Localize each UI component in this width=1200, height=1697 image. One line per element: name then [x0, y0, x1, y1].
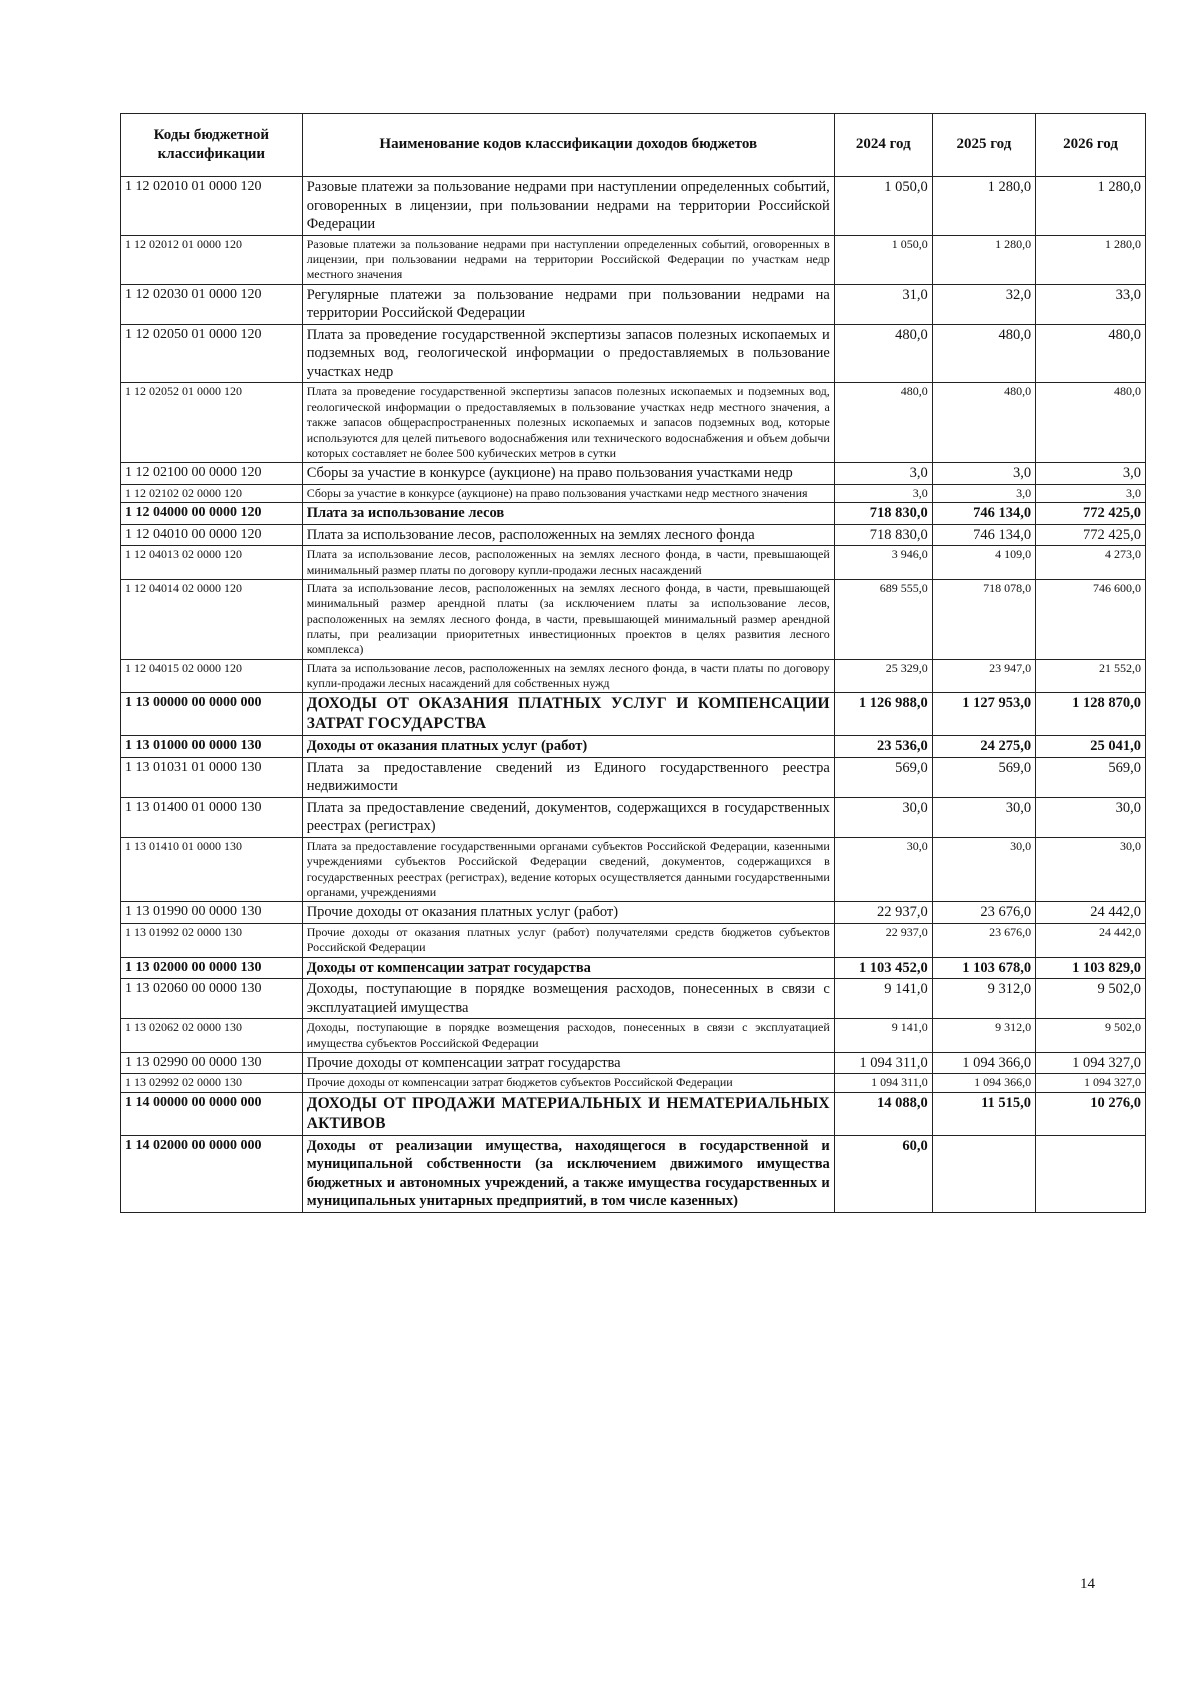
name-cell: Разовые платежи за пользование недрами при наступлении определенных событий, оговоренных в лицензии, при пользовании недрами на территории Российской Федерации [302, 177, 834, 236]
name-cell: ДОХОДЫ ОТ ПРОДАЖИ МАТЕРИАЛЬНЫХ И НЕМАТЕРИАЛЬНЫХ АКТИВОВ [302, 1092, 834, 1135]
value-2024-cell: 23 536,0 [834, 736, 932, 758]
code-cell: 1 13 01031 01 0000 130 [121, 757, 303, 797]
value-2024-cell: 14 088,0 [834, 1092, 932, 1135]
value-2025-cell: 3,0 [932, 463, 1035, 485]
value-2026-cell: 33,0 [1036, 284, 1146, 324]
header-2025: 2025 год [932, 114, 1035, 177]
table-row [121, 1135, 1146, 1212]
name-cell: Плата за использование лесов, расположенных на землях лесного фонда, в части, превышающей минимальный размер арендной платы (за исключением платы за использование лесов, расположенных на землях лесного фонда, в части, превышающей минимальный размер арендной платы, при реализации приоритетных инвестиционных проектов в целях развития лесного комплекса) [302, 579, 834, 659]
value-2026-cell: 569,0 [1036, 757, 1146, 797]
code-cell: 1 12 04013 02 0000 120 [121, 546, 303, 580]
value-2024-cell: 689 555,0 [834, 579, 932, 659]
value-2025-cell: 569,0 [932, 757, 1035, 797]
table-header-row [121, 114, 1146, 177]
name-cell: Плата за проведение государственной экспертизы запасов полезных ископаемых и подземных вод, геологической информации о предоставляемых в пользование участках недр местного значения, а также запасов общераспространенных полезных ископаемых и запасов подземных вод, которые используются для целей питьевого водоснабжения или технического водоснабжения и объем добычи которых составляет не более 500 кубических метров в сутки [302, 383, 834, 463]
table-row [121, 177, 1146, 236]
value-2026-cell: 10 276,0 [1036, 1092, 1146, 1135]
table-row [121, 693, 1146, 736]
table-row [121, 383, 1146, 463]
name-cell: Плата за использование лесов, расположенных на землях лесного фонда, в части, превышающей минимальный размер платы по договору купли-продажи лесных насаждений [302, 546, 834, 580]
value-2025-cell: 9 312,0 [932, 979, 1035, 1019]
name-cell: Плата за использование лесов, расположенных на землях лесного фонда [302, 524, 834, 546]
code-cell: 1 13 02062 02 0000 130 [121, 1019, 303, 1053]
value-2024-cell: 9 141,0 [834, 979, 932, 1019]
name-cell: Прочие доходы от оказания платных услуг (работ) [302, 902, 834, 924]
value-2024-cell: 25 329,0 [834, 659, 932, 693]
value-2024-cell: 30,0 [834, 837, 932, 901]
name-cell: Прочие доходы от оказания платных услуг (работ) получателями средств бюджетов субъектов Российской Федерации [302, 923, 834, 957]
value-2024-cell: 480,0 [834, 324, 932, 383]
value-2026-cell [1036, 1135, 1146, 1212]
name-cell: Плата за использование лесов, расположенных на землях лесного фонда, в части платы по договору купли-продажи лесных насаждений для собственных нужд [302, 659, 834, 693]
name-cell: Плата за использование лесов [302, 503, 834, 525]
value-2024-cell: 31,0 [834, 284, 932, 324]
value-2024-cell: 3 946,0 [834, 546, 932, 580]
code-cell: 1 13 02990 00 0000 130 [121, 1052, 303, 1074]
value-2024-cell: 3,0 [834, 484, 932, 502]
value-2026-cell: 480,0 [1036, 383, 1146, 463]
code-cell: 1 13 02060 00 0000 130 [121, 979, 303, 1019]
table-row [121, 659, 1146, 693]
name-cell: Доходы от компенсации затрат государства [302, 957, 834, 979]
value-2025-cell: 1 280,0 [932, 177, 1035, 236]
code-cell: 1 13 01400 01 0000 130 [121, 797, 303, 837]
code-cell: 1 13 01000 00 0000 130 [121, 736, 303, 758]
table-row [121, 284, 1146, 324]
value-2024-cell: 1 126 988,0 [834, 693, 932, 736]
table-row [121, 546, 1146, 580]
value-2024-cell: 30,0 [834, 797, 932, 837]
value-2026-cell: 24 442,0 [1036, 923, 1146, 957]
value-2026-cell: 1 128 870,0 [1036, 693, 1146, 736]
table-row [121, 324, 1146, 383]
table-row [121, 235, 1146, 284]
value-2025-cell: 1 094 366,0 [932, 1074, 1035, 1092]
code-cell: 1 13 02992 02 0000 130 [121, 1074, 303, 1092]
value-2026-cell: 30,0 [1036, 797, 1146, 837]
page-number: 14 [1080, 1576, 1095, 1592]
value-2025-cell: 1 103 678,0 [932, 957, 1035, 979]
table-row [121, 463, 1146, 485]
value-2024-cell: 22 937,0 [834, 923, 932, 957]
name-cell: Прочие доходы от компенсации затрат государства [302, 1052, 834, 1074]
value-2026-cell: 4 273,0 [1036, 546, 1146, 580]
value-2026-cell: 480,0 [1036, 324, 1146, 383]
value-2026-cell: 1 280,0 [1036, 235, 1146, 284]
value-2025-cell: 11 515,0 [932, 1092, 1035, 1135]
name-cell: Разовые платежи за пользование недрами при наступлении определенных событий, оговоренных в лицензии, при пользовании недрами на территории Российской Федерации по участкам недр местного значения [302, 235, 834, 284]
code-cell: 1 12 02100 00 0000 120 [121, 463, 303, 485]
name-cell: Сборы за участие в конкурсе (аукционе) на право пользования участками недр местного значения [302, 484, 834, 502]
value-2026-cell: 3,0 [1036, 463, 1146, 485]
value-2024-cell: 1 050,0 [834, 177, 932, 236]
name-cell: Доходы от реализации имущества, находящегося в государственной и муниципальной собственности (за исключением движимого имущества бюджетных и автономных учреждений, а также имущества государственных и муниципальных унитарных предприятий, в том числе казенных) [302, 1135, 834, 1212]
value-2024-cell: 1 050,0 [834, 235, 932, 284]
table-row [121, 1074, 1146, 1092]
table-row [121, 579, 1146, 659]
code-cell: 1 12 02052 01 0000 120 [121, 383, 303, 463]
code-cell: 1 12 04014 02 0000 120 [121, 579, 303, 659]
table-row [121, 1019, 1146, 1053]
name-cell: Доходы, поступающие в порядке возмещения расходов, понесенных в связи с эксплуатацией имущества субъектов Российской Федерации [302, 1019, 834, 1053]
code-cell: 1 13 00000 00 0000 000 [121, 693, 303, 736]
value-2025-cell: 480,0 [932, 324, 1035, 383]
name-cell: Плата за предоставление государственными органами субъектов Российской Федерации, казенными учреждениями субъектов Российской Федерации сведений, документов, содержащихся в государственных реестрах (регистрах), ведение которых осуществляется данными государственными органами, учреждениями [302, 837, 834, 901]
header-codes: Коды бюджетной классификации [121, 114, 303, 177]
value-2026-cell: 9 502,0 [1036, 979, 1146, 1019]
value-2025-cell: 746 134,0 [932, 524, 1035, 546]
value-2025-cell: 23 676,0 [932, 923, 1035, 957]
header-2024: 2024 год [834, 114, 932, 177]
value-2024-cell: 480,0 [834, 383, 932, 463]
name-cell: Регулярные платежи за пользование недрами при пользовании недрами на территории Российской Федерации [302, 284, 834, 324]
table-row [121, 923, 1146, 957]
value-2026-cell: 30,0 [1036, 837, 1146, 901]
table-row [121, 503, 1146, 525]
value-2025-cell: 718 078,0 [932, 579, 1035, 659]
value-2025-cell: 32,0 [932, 284, 1035, 324]
value-2025-cell: 24 275,0 [932, 736, 1035, 758]
value-2024-cell: 1 094 311,0 [834, 1052, 932, 1074]
table-row [121, 957, 1146, 979]
value-2025-cell: 23 676,0 [932, 902, 1035, 924]
code-cell: 1 14 00000 00 0000 000 [121, 1092, 303, 1135]
code-cell: 1 12 02030 01 0000 120 [121, 284, 303, 324]
name-cell: Плата за проведение государственной экспертизы запасов полезных ископаемых и подземных вод, геологической информации о предоставляемых в пользование участках недр [302, 324, 834, 383]
revenue-classification-table [120, 113, 1146, 1213]
code-cell: 1 13 01992 02 0000 130 [121, 923, 303, 957]
value-2025-cell: 3,0 [932, 484, 1035, 502]
table-row [121, 484, 1146, 502]
value-2024-cell: 718 830,0 [834, 524, 932, 546]
value-2024-cell: 1 094 311,0 [834, 1074, 932, 1092]
value-2024-cell: 60,0 [834, 1135, 932, 1212]
code-cell: 1 12 02050 01 0000 120 [121, 324, 303, 383]
code-cell: 1 12 02010 01 0000 120 [121, 177, 303, 236]
table-row [121, 1052, 1146, 1074]
header-name: Наименование кодов классификации доходов бюджетов [302, 114, 834, 177]
name-cell: Сборы за участие в конкурсе (аукционе) на право пользования участками недр [302, 463, 834, 485]
value-2025-cell: 1 127 953,0 [932, 693, 1035, 736]
code-cell: 1 14 02000 00 0000 000 [121, 1135, 303, 1212]
value-2024-cell: 9 141,0 [834, 1019, 932, 1053]
value-2024-cell: 1 103 452,0 [834, 957, 932, 979]
value-2025-cell: 30,0 [932, 797, 1035, 837]
value-2024-cell: 22 937,0 [834, 902, 932, 924]
code-cell: 1 12 04000 00 0000 120 [121, 503, 303, 525]
value-2024-cell: 718 830,0 [834, 503, 932, 525]
value-2026-cell: 1 103 829,0 [1036, 957, 1146, 979]
value-2024-cell: 3,0 [834, 463, 932, 485]
value-2025-cell [932, 1135, 1035, 1212]
value-2026-cell: 21 552,0 [1036, 659, 1146, 693]
name-cell: Плата за предоставление сведений из Единого государственного реестра недвижимости [302, 757, 834, 797]
value-2024-cell: 569,0 [834, 757, 932, 797]
table-row [121, 837, 1146, 901]
code-cell: 1 13 01410 01 0000 130 [121, 837, 303, 901]
table-row [121, 797, 1146, 837]
value-2026-cell: 772 425,0 [1036, 503, 1146, 525]
value-2026-cell: 9 502,0 [1036, 1019, 1146, 1053]
name-cell: Плата за предоставление сведений, документов, содержащихся в государственных реестрах (регистрах) [302, 797, 834, 837]
value-2026-cell: 1 280,0 [1036, 177, 1146, 236]
table-body [121, 177, 1146, 1213]
table-row [121, 736, 1146, 758]
name-cell: Доходы от оказания платных услуг (работ) [302, 736, 834, 758]
code-cell: 1 12 02102 02 0000 120 [121, 484, 303, 502]
value-2025-cell: 480,0 [932, 383, 1035, 463]
value-2025-cell: 30,0 [932, 837, 1035, 901]
table-row [121, 902, 1146, 924]
value-2025-cell: 4 109,0 [932, 546, 1035, 580]
value-2026-cell: 24 442,0 [1036, 902, 1146, 924]
value-2025-cell: 1 280,0 [932, 235, 1035, 284]
table-row [121, 1092, 1146, 1135]
table-row [121, 979, 1146, 1019]
value-2026-cell: 1 094 327,0 [1036, 1074, 1146, 1092]
name-cell: Доходы, поступающие в порядке возмещения расходов, понесенных в связи с эксплуатацией имущества [302, 979, 834, 1019]
code-cell: 1 13 01990 00 0000 130 [121, 902, 303, 924]
code-cell: 1 12 04010 00 0000 120 [121, 524, 303, 546]
code-cell: 1 12 04015 02 0000 120 [121, 659, 303, 693]
table-row [121, 524, 1146, 546]
name-cell: Прочие доходы от компенсации затрат бюджетов субъектов Российской Федерации [302, 1074, 834, 1092]
header-2026: 2026 год [1036, 114, 1146, 177]
value-2025-cell: 746 134,0 [932, 503, 1035, 525]
value-2025-cell: 9 312,0 [932, 1019, 1035, 1053]
value-2026-cell: 1 094 327,0 [1036, 1052, 1146, 1074]
value-2026-cell: 25 041,0 [1036, 736, 1146, 758]
value-2026-cell: 746 600,0 [1036, 579, 1146, 659]
code-cell: 1 12 02012 01 0000 120 [121, 235, 303, 284]
table-row [121, 757, 1146, 797]
value-2026-cell: 772 425,0 [1036, 524, 1146, 546]
value-2025-cell: 23 947,0 [932, 659, 1035, 693]
value-2026-cell: 3,0 [1036, 484, 1146, 502]
name-cell: ДОХОДЫ ОТ ОКАЗАНИЯ ПЛАТНЫХ УСЛУГ И КОМПЕНСАЦИИ ЗАТРАТ ГОСУДАРСТВА [302, 693, 834, 736]
code-cell: 1 13 02000 00 0000 130 [121, 957, 303, 979]
value-2025-cell: 1 094 366,0 [932, 1052, 1035, 1074]
